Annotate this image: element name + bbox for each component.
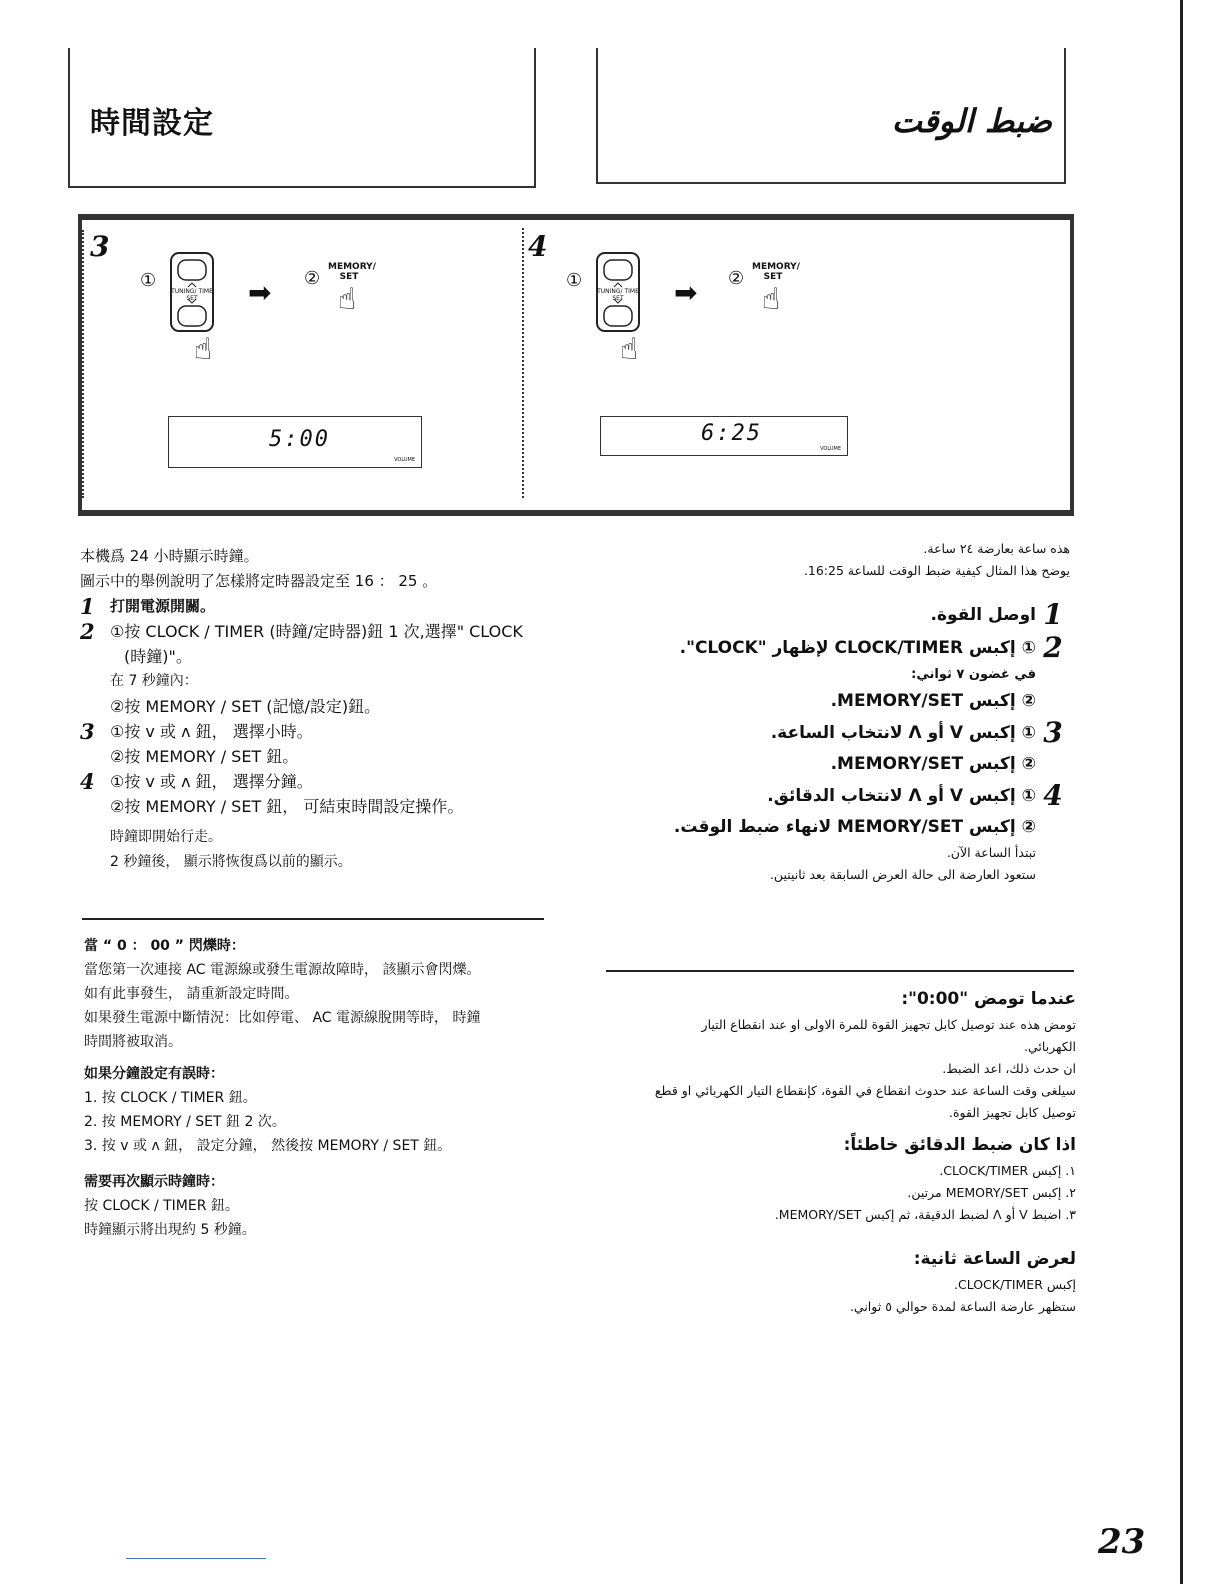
page-edge-rule xyxy=(1180,0,1183,1584)
hand-icon: ☝ xyxy=(620,332,639,367)
figure-step-3-marker-1: ① xyxy=(140,270,157,291)
figure-step-4-number: 4 xyxy=(528,230,548,263)
figure-divider xyxy=(522,228,524,498)
zh-divider xyxy=(82,918,544,920)
zh-step-3: 3 ①按 v 或 ʌ 鈕， 選擇小時。 ②按 MEMORY / SET 鈕。 xyxy=(80,719,313,766)
figure-step-4-marker-2: ② xyxy=(728,268,745,289)
ar-step-3: 3 ① إكبس V أو Λ لانتخاب الساعة. xyxy=(770,716,1063,749)
lcd-display-4 xyxy=(600,416,848,456)
ar-flash-heading: عندما تومض "0:00": xyxy=(901,989,1076,1009)
arrow-right-icon: ➡ xyxy=(248,276,272,309)
hand-icon: ☝ xyxy=(194,332,213,367)
ar-divider xyxy=(606,970,1074,972)
zh-wrong-heading: 如果分鐘設定有誤時： xyxy=(84,1066,224,1082)
page-title-ar: ضبط الوقت xyxy=(891,102,1052,140)
zh-redisplay-heading: 需要再次顯示時鐘時： xyxy=(84,1174,224,1190)
ar-column: هذه ساعة بعارضة ٢٤ ساعة. يوضح هذا المثال كيفية ضبط الوقت للساعة 16:25. 1 اوصل القوة. 2 ① إكبس CLOCK/TIMER لإظهار "CLOCK". في غضون ٧ ثواني: ② إكبس MEMORY/SET. 3 ① إكبس V أو Λ لانتخاب الساعة. ② إكبس MEMORY/SET. 4 ① إكبس V أو Λ لانتخاب الدقائق. ② إكبس MEMORY/SET لانهاء ضبط الوقت. تبتدأ الساعة الآن. ستعود العارضة الى حالة العرض السابقة بعد ثانيتين. xyxy=(630,538,1070,886)
memory-set-label: MEMORY/ SET xyxy=(752,262,800,282)
left-dotted-border xyxy=(82,230,84,498)
lcd-display-3 xyxy=(168,416,422,468)
zh-column xyxy=(80,544,550,875)
ar-step-2: 2 ① إكبس CLOCK/TIMER لإظهار "CLOCK". xyxy=(679,631,1063,664)
ar-step-1: 1 اوصل القوة. xyxy=(930,598,1063,631)
ar-intro-2: يوضح هذا المثال كيفية ضبط الوقت للساعة 16:25. xyxy=(803,563,1070,578)
page-number: 23 xyxy=(1098,1522,1146,1562)
zh-step-2: 2 ①按 CLOCK / TIMER (時鐘/定時器)鈕 1 次,選擇" CLOCK (時鐘)"。 在 7 秒鐘內： ②按 MEMORY / SET (記憶/設定)鈕。 xyxy=(80,619,523,716)
footer-line xyxy=(126,1558,266,1559)
ar-wrong-heading: اذا كان ضبط الدقائق خاطئاً: xyxy=(843,1135,1076,1155)
ar-step-4: 4 ① إكبس V أو Λ لانتخاب الدقائق. xyxy=(767,779,1063,812)
tuning-label: TUNING/ TIME SET xyxy=(171,288,213,302)
zh-notes: 當 “ 0 ： 00 ” 閃爍時： 當您第一次連接 AC 電源線或發生電源故障時， 該顯示會閃爍。 如有此事發生， 請重新設定時間。 如果發生電源中斷情況：比如停電、 AC 電源線脫開等時， 時鐘 時間將被取消。 如果分鐘設定有誤時： 1. 按 CLOCK / TIMER 鈕。 2. 按 MEMORY / SET 鈕 2 次。 3. 按 v 或 ʌ 鈕， 設定分鐘， 然後按 MEMORY / SET 鈕。 需要再次顯示時鐘時： 按 CLOCK / TIMER 鈕。 時鐘顯示將出現約 5 秒鐘。 xyxy=(84,934,554,1242)
page-title-zh: 時間設定 xyxy=(90,106,214,141)
figure-step-3-number: 3 xyxy=(90,230,110,263)
title-box-ar xyxy=(596,48,1066,184)
zh-intro-2: 圖示中的舉例說明了怎樣將定時器設定至 16 ： 25 。 xyxy=(80,572,438,590)
ar-redisplay-heading: لعرض الساعة ثانية: xyxy=(913,1249,1076,1269)
zh-intro-1: 本機爲 24 小時顯示時鐘。 xyxy=(80,547,259,565)
tuning-label: TUNING/ TIME SET xyxy=(597,288,639,302)
lcd-time-4: 6:25 xyxy=(701,421,762,446)
title-box-zh xyxy=(68,48,536,188)
ar-notes: عندما تومض "0:00": تومض هذه عند توصيل كابل تجهيز القوة للمرة الاولى او عند انقطاع التيار الكهربائي. ان حدث ذلك، اعد الضبط. سيلغى وقت الساعة عند حدوث انقطاع في القوة، كإنقطاع التيار الكهربائي او قطع توصيل كابل تجهيز القوة. اذا كان ضبط الدقائق خاطئاً: ١. إكبس CLOCK/TIMER. ٢. إكبس MEMORY/SET مرتين. ٣. اضبط V أو Λ لضبط الدقيقة، ثم إكبس MEMORY/SET. لعرض الساعة ثانية: إكبس CLOCK/TIMER. ستظهر عارضة الساعة لمدة حوالي ٥ ثواني. xyxy=(600,984,1076,1318)
hand-press-icon: ☝ xyxy=(338,282,357,317)
zh-step-1: 1 打開電源開關。 xyxy=(80,594,216,619)
zh-step-4: 4 ①按 v 或 ʌ 鈕， 選擇分鐘。 ②按 MEMORY / SET 鈕， 可結束時間設定操作。 時鐘即開始行走。 2 秒鐘後， 顯示將恢復爲以前的顯示。 xyxy=(80,769,464,870)
volume-label: VOLUME xyxy=(394,457,415,463)
hand-press-icon: ☝ xyxy=(762,282,781,317)
ar-intro-1: هذه ساعة بعارضة ٢٤ ساعة. xyxy=(923,541,1070,556)
lcd-time-3: 5:00 xyxy=(269,427,330,452)
arrow-right-icon: ➡ xyxy=(674,276,698,309)
figure-step-3-marker-2: ② xyxy=(304,268,321,289)
volume-label: VOLUME xyxy=(820,446,841,452)
memory-set-label: MEMORY/ SET xyxy=(328,262,376,282)
instruction-figure xyxy=(78,214,1074,516)
figure-step-4-marker-1: ① xyxy=(566,270,583,291)
zh-flash-heading: 當 “ 0 ： 00 ” 閃爍時： xyxy=(84,938,245,954)
